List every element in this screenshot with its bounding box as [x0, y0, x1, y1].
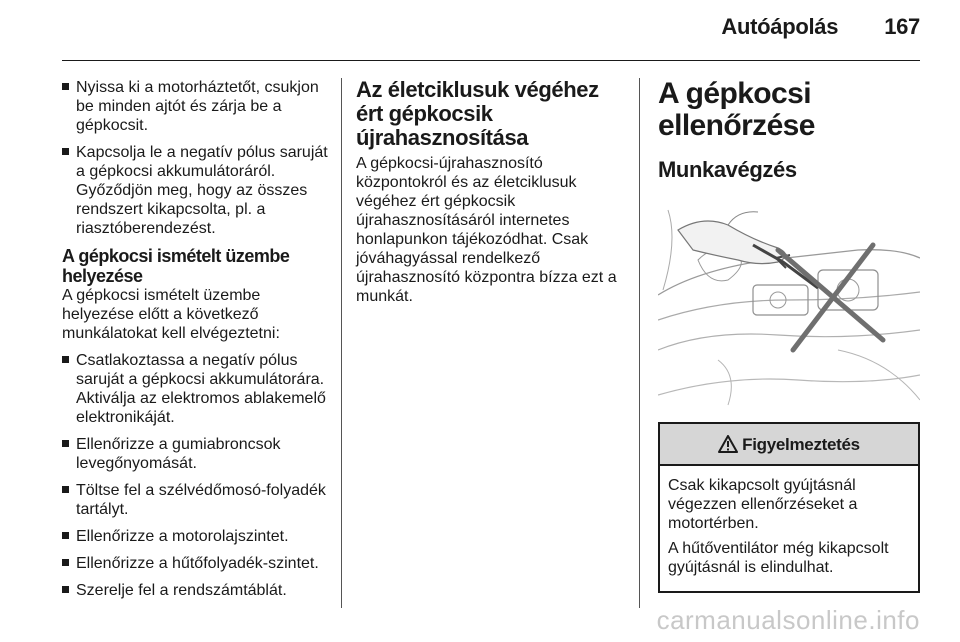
- page-number: 167: [884, 14, 920, 39]
- warning-triangle-icon: [718, 435, 738, 453]
- warning-paragraph: Csak kikapcsolt gyújtásnál végezzen ellenőrzéseket a motortérben.: [668, 477, 858, 532]
- intro-text: A gépkocsi ismételt üzembe helyezése előtt a következő munkálatokat kell elvégeztetni:: [62, 287, 280, 342]
- list-item: Ellenőrizze a motorolajszintet.: [62, 527, 330, 546]
- chapter-title: A gépkocsi ellenőrzése: [658, 77, 815, 142]
- list-item: Töltse fel a szélvédőmosó-folyadék tartályt.: [62, 481, 330, 519]
- bullet-square-icon: [62, 486, 69, 493]
- section-heading: A gépkocsi ismételt üzembe helyezése: [62, 246, 290, 286]
- page-header: [721, 14, 920, 40]
- column-divider-1: [341, 78, 342, 608]
- watermark: carmanualsonline.info: [656, 605, 920, 635]
- warning-paragraph: A hűtőventilátor még kikapcsolt gyújtásnál is elindulhat.: [668, 540, 889, 576]
- warning-body: [660, 466, 918, 591]
- bullet-square-icon: [62, 559, 69, 566]
- column-storage: [62, 78, 330, 608]
- warning-title: Figyelmeztetés: [742, 434, 860, 454]
- column-recycling: [356, 78, 618, 306]
- engine-bay-illustration: [658, 200, 920, 410]
- column-vehicle-checks: [658, 78, 920, 593]
- list-item: Kapcsolja le a negatív pólus saruját a gépkocsi akkumulátoráról. Győződjön meg, hogy az összes rendszert kikapcsolta, pl. a riasztóberendezést.: [62, 143, 330, 238]
- section-heading: Az életciklusuk végéhez ért gépkocsik újrahasznosítása: [356, 77, 599, 150]
- bullet-list-top: [62, 78, 330, 238]
- warning-box: [658, 422, 920, 593]
- section-title: Autóápolás: [721, 14, 839, 39]
- bullet-square-icon: [62, 532, 69, 539]
- list-item: Ellenőrizze a hűtőfolyadék-szintet.: [62, 554, 330, 573]
- bullet-square-icon: [62, 356, 69, 363]
- bullet-square-icon: [62, 83, 69, 90]
- bullet-list: [62, 351, 330, 600]
- body-text: A gépkocsi-újrahasznosító központokról és az életciklusuk végéhez ért gépkocsik újrahasznosításáról internetes honlapunkon tájékozódhat. Csak jóváhagyással rendelkező újrahasznosító központra bízza ezt a munkát.: [356, 155, 617, 305]
- column-divider-2: [639, 78, 640, 608]
- header-divider: [62, 60, 920, 61]
- bullet-square-icon: [62, 586, 69, 593]
- list-item: Szerelje fel a rendszámtáblát.: [62, 581, 330, 600]
- bullet-square-icon: [62, 148, 69, 155]
- list-item: Nyissa ki a motorháztetőt, csukjon be minden ajtót és zárja be a gépkocsit.: [62, 78, 330, 135]
- bullet-square-icon: [62, 440, 69, 447]
- subsection-heading: Munkavégzés: [658, 157, 797, 182]
- warning-header: [660, 424, 918, 466]
- list-item: Csatlakoztassa a negatív pólus saruját a gépkocsi akkumulátorára. Aktiválja az elektromos ablakemelő elektronikáját.: [62, 351, 330, 427]
- list-item: Ellenőrizze a gumiabroncsok levegőnyomását.: [62, 435, 330, 473]
